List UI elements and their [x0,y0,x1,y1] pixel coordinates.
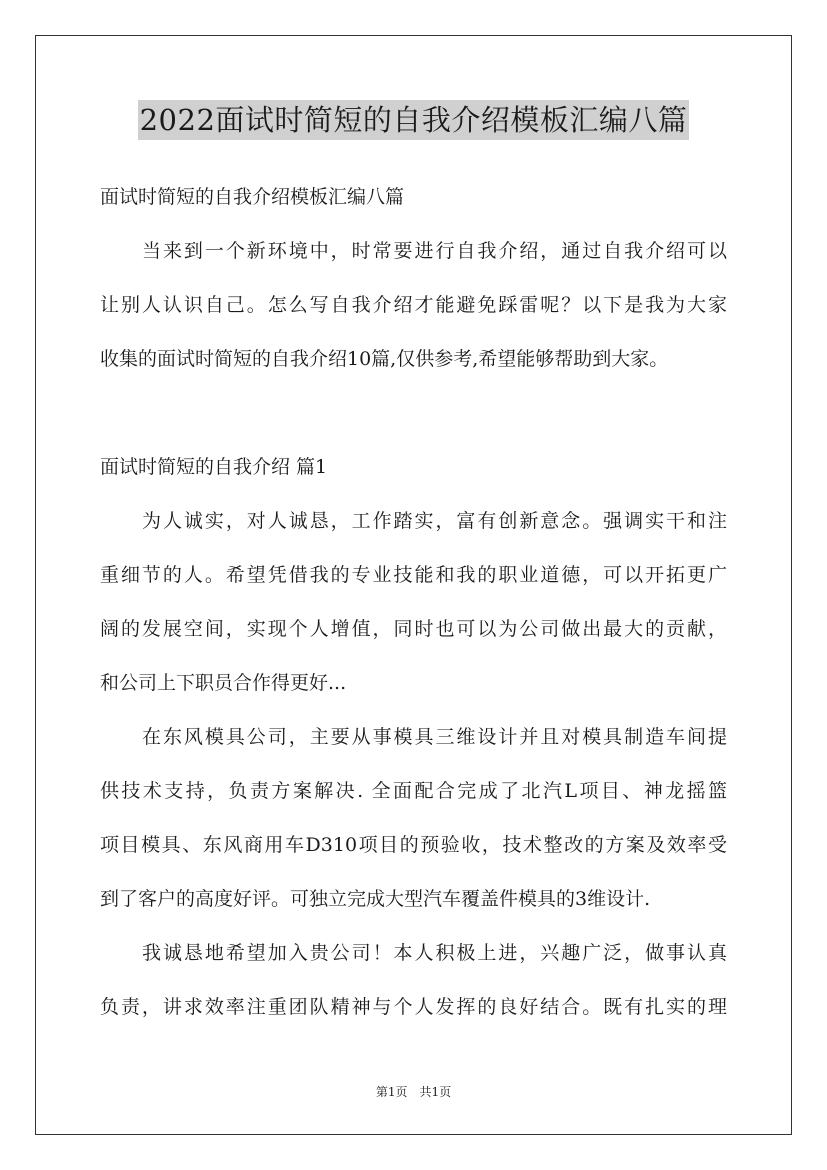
intro-line: 让别人认识自己。怎么写自我介绍才能避免踩雷呢？以下是我为大家 [100,294,727,316]
title-area [0,100,827,140]
page-total: 共1页 [419,1085,452,1099]
paragraph-line: 阔的发展空间，实现个人增值，同时也可以为公司做出最大的贡献， [100,618,727,640]
intro-line: 当来到一个新环境中，时常要进行自我介绍，通过自我介绍可以 [142,240,727,262]
paragraph-gap [100,386,727,440]
intro-line: 收集的面试时简短的自我介绍10篇,仅供参考,希望能够帮助到大家。 [100,348,669,370]
paragraph-line: 项目模具、东风商用车D310项目的预验收，技术整改的方案及效率受 [100,834,727,856]
paragraph-line: 供技术支持，负责方案解决. 全面配合完成了北汽L项目、神龙摇篮 [100,780,727,802]
document-body [100,170,727,1034]
paragraph-line: 和公司上下职员合作得更好... [100,672,347,694]
section-heading: 面试时简短的自我介绍 篇1 [100,456,328,478]
page-footer [0,1083,827,1100]
document-title: 2022面试时简短的自我介绍模板汇编八篇 [138,100,690,140]
paragraph-line: 重细节的人。希望凭借我的专业技能和我的职业道德，可以开拓更广 [100,564,727,586]
paragraph-line: 负责，讲求效率注重团队精神与个人发挥的良好结合。既有扎实的理 [100,996,727,1018]
paragraph-line: 到了客户的高度好评。可独立完成大型汽车覆盖件模具的3维设计. [100,888,651,910]
paragraph-line: 我诚恳地希望加入贵公司！本人积极上进，兴趣广泛，做事认真 [142,942,727,964]
paragraph-line: 为人诚实，对人诚恳，工作踏实，富有创新意念。强调实干和注 [142,510,727,532]
paragraph-line: 在东风模具公司，主要从事模具三维设计并且对模具制造车间提 [142,726,727,748]
page-number: 第1页 [375,1085,408,1099]
document-subtitle: 面试时简短的自我介绍模板汇编八篇 [100,186,405,208]
